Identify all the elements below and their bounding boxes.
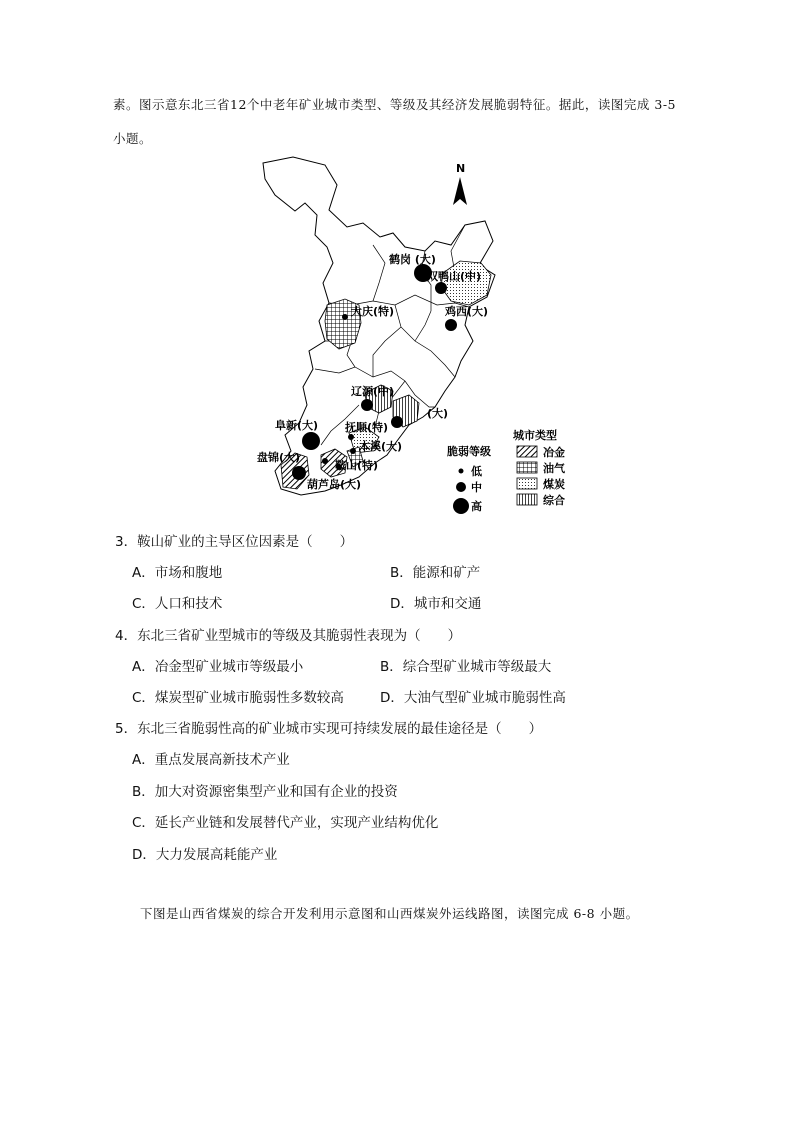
legend-fragility-mid: 中 [471, 481, 482, 494]
city-label: 鞍山(特) [335, 459, 379, 472]
question-4-option-c[interactable]: C．煤炭型矿业城市脆弱性多数较高 [132, 690, 344, 706]
question-5-stem: 5．东北三省脆弱性高的矿业城市实现可持续发展的最佳途径是（ ） [115, 721, 543, 737]
city-label: 本溪(大) [359, 440, 403, 453]
city-label: 盘锦(大) [257, 451, 301, 464]
north-label: N [456, 162, 466, 175]
question-5-option-a[interactable]: A．重点发展高新技术产业 [132, 752, 290, 768]
question-3-option-c[interactable]: C．人口和技术 [132, 596, 223, 612]
city-label: 抚顺(特) [345, 421, 389, 434]
question-4-option-d[interactable]: D．大油气型矿业城市脆弱性高 [380, 690, 566, 706]
northeast-china-map [255, 155, 580, 520]
city-label: 双鸭山(中) [427, 270, 482, 283]
question-5-option-c[interactable]: C．延长产业链和发展替代产业，实现产业结构优化 [132, 815, 439, 831]
north-arrow-icon [453, 177, 467, 205]
city-label: (大) [427, 407, 449, 420]
legend-fragility-high: 高 [471, 500, 482, 513]
city-label: 辽源(中) [351, 385, 395, 398]
question-4-option-a[interactable]: A．冶金型矿业城市等级最小 [132, 659, 304, 675]
question-3-option-b[interactable]: B．能源和矿产 [390, 565, 481, 581]
legend-fragility-title: 脆弱等级 [447, 445, 491, 458]
outro-paragraph: 下图是山西省煤炭的综合开发利用示意图和山西煤炭外运线路图，读图完成 6-8 小题。 [140, 906, 639, 921]
question-4-option-b[interactable]: B．综合型矿业城市等级最大 [380, 659, 552, 675]
question-5-option-d[interactable]: D．大力发展高耗能产业 [132, 847, 278, 863]
question-3-option-d[interactable]: D．城市和交通 [390, 596, 482, 612]
city-label: 鹤岗 (大) [389, 253, 436, 266]
legend-fragility-low: 低 [471, 465, 482, 478]
city-label: 葫芦岛(大) [307, 478, 362, 491]
city-label: 鸡西(大) [445, 305, 489, 318]
legend-type-coal: 煤炭 [543, 478, 565, 491]
intro-paragraph: 素。图示意东北三省12个中老年矿业城市类型、等级及其经济发展脆弱特征。据此，读图完成 3-5 小题。 [113, 97, 677, 146]
legend-type-metal: 冶金 [543, 446, 565, 459]
question-4-stem: 4．东北三省矿业型城市的等级及其脆弱性表现为（ ） [115, 628, 462, 644]
city-label: 阜新(大) [275, 419, 319, 432]
legend-type-mixed: 综合 [543, 494, 565, 507]
city-label: 大庆(特) [351, 305, 395, 318]
legend-type-title: 城市类型 [513, 429, 557, 442]
question-3-option-a[interactable]: A．市场和腹地 [132, 565, 223, 581]
legend-type-oil: 油气 [543, 462, 565, 475]
question-3-stem: 3．鞍山矿业的主导区位因素是（ ） [115, 534, 354, 550]
question-5-option-b[interactable]: B．加大对资源密集型产业和国有企业的投资 [132, 784, 398, 800]
